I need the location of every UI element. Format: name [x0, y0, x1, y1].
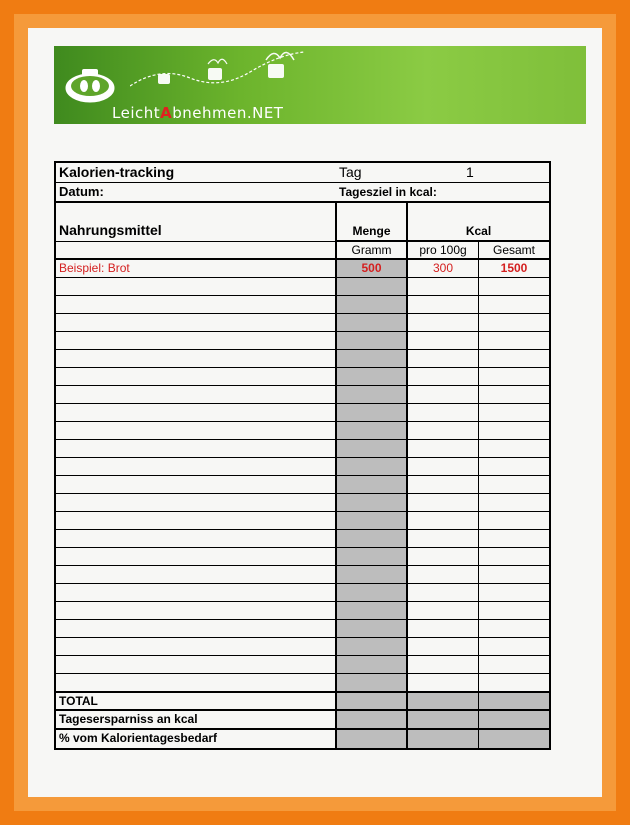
example-per100: 300: [408, 260, 479, 277]
food-cell[interactable]: [59, 278, 329, 295]
table-row: [56, 386, 549, 404]
table-row: [56, 674, 549, 692]
scale-icon: [64, 64, 118, 104]
savings-row: [56, 711, 549, 730]
logo-a: A: [160, 104, 173, 122]
food-cell[interactable]: [59, 422, 329, 439]
example-food: Beispiel: Brot: [59, 261, 130, 275]
per100-cell[interactable]: [408, 674, 479, 691]
per100-cell[interactable]: [408, 638, 479, 655]
title-row: [56, 163, 549, 183]
day-label: Tag: [339, 164, 362, 180]
per100-cell[interactable]: [408, 332, 479, 349]
logo-suffix: bnehmen.NET: [172, 104, 284, 122]
col-amount: Menge: [335, 203, 408, 241]
per100-cell[interactable]: [408, 494, 479, 511]
amount-cell[interactable]: [335, 440, 408, 457]
total-cell[interactable]: [479, 296, 549, 313]
food-cell[interactable]: [59, 674, 329, 691]
col-total: Gesamt: [492, 243, 535, 257]
amount-cell[interactable]: [335, 476, 408, 493]
per100-cell[interactable]: [408, 548, 479, 565]
food-cell[interactable]: [59, 404, 329, 421]
logo-prefix: Leicht: [112, 104, 161, 122]
per100-cell[interactable]: [408, 530, 479, 547]
total-cell[interactable]: [479, 386, 549, 403]
col-per100: pro 100g: [408, 242, 479, 258]
table-row: [56, 602, 549, 620]
per100-cell[interactable]: [408, 566, 479, 583]
col-kcal: Kcal: [408, 203, 549, 241]
table-row: [56, 350, 549, 368]
amount-cell[interactable]: [335, 674, 408, 691]
table-row: [56, 404, 549, 422]
total-cell[interactable]: [479, 656, 549, 673]
column-header-row: [56, 203, 549, 241]
total-cell[interactable]: [479, 476, 549, 493]
per100-cell[interactable]: [408, 584, 479, 601]
amount-cell[interactable]: [335, 530, 408, 547]
food-cell[interactable]: [59, 314, 329, 331]
per100-cell[interactable]: [408, 422, 479, 439]
total-cell[interactable]: [479, 404, 549, 421]
food-cell[interactable]: [59, 368, 329, 385]
table-row: [56, 278, 549, 296]
empty-rows: [56, 278, 549, 692]
date-label: Datum:: [59, 184, 104, 199]
total-cell[interactable]: [479, 368, 549, 385]
date-row: [56, 183, 549, 203]
food-cell[interactable]: [59, 638, 329, 655]
total-cell[interactable]: [479, 458, 549, 475]
total-cell[interactable]: [479, 422, 549, 439]
table-row: [56, 584, 549, 602]
total-cell[interactable]: [479, 566, 549, 583]
amount-cell[interactable]: [335, 584, 408, 601]
amount-cell[interactable]: [335, 332, 408, 349]
table-row: [56, 656, 549, 674]
total-cell[interactable]: [479, 332, 549, 349]
table-title: Kalorien-tracking: [59, 164, 175, 180]
food-cell[interactable]: [59, 602, 329, 619]
total-cell[interactable]: [479, 350, 549, 367]
amount-cell[interactable]: [335, 494, 408, 511]
total-cell[interactable]: [479, 278, 549, 295]
table-row: [56, 296, 549, 314]
savings-total-cell: [479, 711, 549, 728]
amount-cell[interactable]: [335, 386, 408, 403]
table-row: [56, 566, 549, 584]
amount-cell[interactable]: [335, 458, 408, 475]
total-row: [56, 692, 549, 711]
flying-weights-icon: [130, 46, 310, 104]
percent-per100-cell: [408, 730, 479, 748]
amount-cell[interactable]: [335, 368, 408, 385]
col-food: Nahrungsmittel: [59, 222, 162, 238]
table-row: [56, 458, 549, 476]
total-cell[interactable]: [479, 512, 549, 529]
per100-cell[interactable]: [408, 278, 479, 295]
goal-label: Tagesziel in kcal:: [339, 185, 437, 199]
per100-cell[interactable]: [408, 512, 479, 529]
total-cell[interactable]: [479, 530, 549, 547]
amount-cell[interactable]: [335, 602, 408, 619]
total-cell[interactable]: [479, 314, 549, 331]
food-cell[interactable]: [59, 620, 329, 637]
per100-cell[interactable]: [408, 620, 479, 637]
food-cell[interactable]: [59, 548, 329, 565]
table-row: [56, 476, 549, 494]
percent-label: % vom Kalorientagesbedarf: [59, 731, 218, 745]
per100-cell[interactable]: [408, 440, 479, 457]
per100-cell[interactable]: [408, 404, 479, 421]
percent-amount-cell: [335, 730, 408, 748]
total-cell[interactable]: [479, 674, 549, 691]
amount-cell[interactable]: [335, 656, 408, 673]
percent-row: [56, 730, 549, 748]
table-row: [56, 512, 549, 530]
table-row: [56, 530, 549, 548]
table-row: [56, 314, 549, 332]
brand-logo: [112, 104, 283, 122]
total-cell[interactable]: [479, 638, 549, 655]
example-total: 1500: [500, 261, 528, 275]
per100-cell[interactable]: [408, 386, 479, 403]
column-subheader-row: [56, 241, 549, 260]
food-cell[interactable]: [59, 530, 329, 547]
per100-cell[interactable]: [408, 368, 479, 385]
food-cell[interactable]: [59, 566, 329, 583]
per100-cell[interactable]: [408, 602, 479, 619]
food-cell[interactable]: [59, 296, 329, 313]
per100-cell[interactable]: [408, 476, 479, 493]
total-cell[interactable]: [479, 548, 549, 565]
food-cell[interactable]: [59, 476, 329, 493]
total-per100-cell: [408, 693, 479, 709]
food-cell[interactable]: [59, 458, 329, 475]
total-cell[interactable]: [479, 620, 549, 637]
amount-cell[interactable]: [335, 296, 408, 313]
table-row: [56, 620, 549, 638]
table-row: [56, 332, 549, 350]
example-amount: 500: [335, 260, 408, 277]
food-cell[interactable]: [59, 350, 329, 367]
percent-total-cell: [479, 730, 549, 748]
food-cell[interactable]: [59, 386, 329, 403]
amount-cell[interactable]: [335, 350, 408, 367]
total-total-cell: [479, 693, 549, 709]
amount-cell[interactable]: [335, 422, 408, 439]
food-cell[interactable]: [59, 584, 329, 601]
food-cell[interactable]: [59, 512, 329, 529]
calorie-table: [54, 161, 551, 750]
total-amount-cell: [335, 693, 408, 709]
per100-cell[interactable]: [408, 314, 479, 331]
total-cell[interactable]: [479, 440, 549, 457]
amount-cell[interactable]: [335, 638, 408, 655]
savings-label: Tagesersparniss an kcal: [59, 712, 198, 726]
food-cell[interactable]: [59, 440, 329, 457]
total-cell[interactable]: [479, 584, 549, 601]
amount-cell[interactable]: [335, 620, 408, 637]
amount-cell[interactable]: [335, 548, 408, 565]
amount-cell[interactable]: [335, 404, 408, 421]
col-amount-unit: Gramm: [335, 242, 408, 258]
food-cell[interactable]: [59, 656, 329, 673]
table-row: [56, 260, 549, 278]
total-cell[interactable]: [479, 494, 549, 511]
amount-cell[interactable]: [335, 278, 408, 295]
day-value: 1: [466, 164, 474, 180]
per100-cell[interactable]: [408, 350, 479, 367]
per100-cell[interactable]: [408, 296, 479, 313]
amount-cell[interactable]: [335, 314, 408, 331]
table-row: [56, 368, 549, 386]
table-row: [56, 548, 549, 566]
food-cell[interactable]: [59, 494, 329, 511]
total-cell[interactable]: [479, 602, 549, 619]
savings-amount-cell: [335, 711, 408, 728]
table-row: [56, 422, 549, 440]
amount-cell[interactable]: [335, 566, 408, 583]
amount-cell[interactable]: [335, 512, 408, 529]
table-row: [56, 638, 549, 656]
savings-per100-cell: [408, 711, 479, 728]
per100-cell[interactable]: [408, 458, 479, 475]
table-row: [56, 494, 549, 512]
table-row: [56, 440, 549, 458]
per100-cell[interactable]: [408, 656, 479, 673]
total-label: TOTAL: [59, 694, 98, 708]
food-cell[interactable]: [59, 332, 329, 349]
